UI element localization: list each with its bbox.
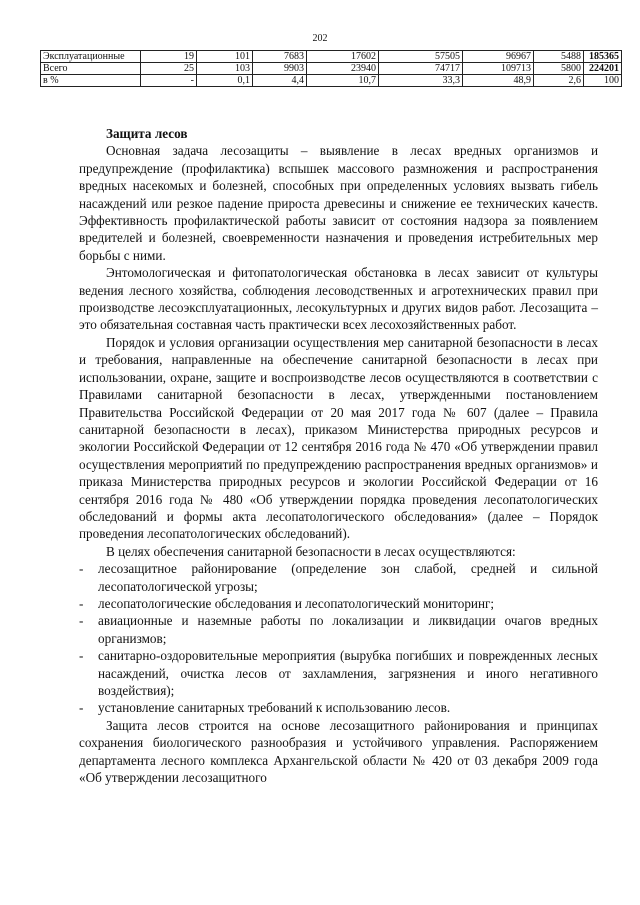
- summary-table: [40, 50, 622, 87]
- table-cell: 103: [197, 63, 253, 75]
- table-cell: 185365: [584, 51, 622, 63]
- row-label: в %: [41, 75, 141, 87]
- table-row: [41, 63, 622, 75]
- table-cell: 5488: [534, 51, 584, 63]
- document-body: [79, 125, 598, 786]
- table-cell: 48,9: [463, 75, 534, 87]
- table-cell: 57505: [379, 51, 463, 63]
- table-cell: 5800: [534, 63, 584, 75]
- list-item-text: авиационные и наземные работы по локализации и ликвидации очагов вредных организмов;: [98, 613, 598, 646]
- list-item: - установление санитарных требований к использованию лесов.: [79, 699, 598, 716]
- list-item-text: лесопатологические обследования и лесопатологический мониторинг;: [98, 595, 495, 611]
- paragraph: Основная задача лесозащиты – выявление в лесах вредных организмов и предупреждение (профилактика) вспышек массового размножения и распространения вредных насекомых и болезней, способных при определенных условиях вызвать гибель насаждений или резкое падение прироста древесины и снижение ее технических качеств. Эффективность профилактической работы зависит от состояния надзора за появлением вредителей и болезней, своевременности назначения и проведения истребительных мер борьбы с ними.: [79, 143, 598, 263]
- table-cell: 101: [197, 51, 253, 63]
- table-cell: 9903: [253, 63, 307, 75]
- list-item-text: установление санитарных требований к использованию лесов.: [98, 700, 451, 716]
- list-item-text: лесозащитное районирование (определение зон слабой, средней и сильной лесопатологической угрозы;: [98, 561, 598, 594]
- row-label: Всего: [41, 63, 141, 75]
- list-item: - санитарно-оздоровительные мероприятия (вырубка погибших и поврежденных лесных насаждений, очистка лесов от захламления, загрязнения и иного негативного воздействия);: [79, 648, 598, 698]
- list-item-text: санитарно-оздоровительные мероприятия (вырубка погибших и поврежденных лесных насаждений, очистка лесов от захламления, загрязнения и иного негативного воздействия);: [98, 648, 598, 698]
- paragraph: В целях обеспечения санитарной безопасности в лесах осуществляются:: [106, 543, 516, 559]
- page-number: 202: [312, 33, 328, 44]
- table-cell: 0,1: [197, 75, 253, 87]
- table-cell: 96967: [463, 51, 534, 63]
- table-cell: 19: [141, 51, 197, 63]
- list-item: - лесозащитное районирование (определение зон слабой, средней и сильной лесопатологической угрозы;: [79, 561, 598, 594]
- table-cell: 100: [584, 75, 622, 87]
- table-cell: 2,6: [534, 75, 584, 87]
- row-label: Эксплуатационные: [41, 51, 141, 63]
- paragraph: Порядок и условия организации осуществления мер санитарной безопасности в лесах и требования, направленные на обеспечение санитарной безопасности в лесах при использовании, охране, защите и воспроизводстве лесов осуществляются в соответствии с Правилами санитарной безопасности в лесах, утвержденными постановлением Правительства Российской Федерации от 20 мая 2017 года № 607 (далее – Правила санитарной безопасности в лесах), приказом Министерства природных ресурсов и экологии Российской Федерации от 12 сентября 2016 года № 470 «Об утверждении правил осуществления мероприятий по предупреждению распространения вредных организмов» и приказа Министерства природных ресурсов и экологии Российской Федерации от 16 сентября 2016 года № 480 «Об утверждении порядка проведения лесопатологических обследований и формы акта лесопатологического обследования» (далее – Порядок проведения лесопатологических обследований).: [79, 334, 598, 542]
- section-heading: Защита лесов: [106, 126, 188, 141]
- table-cell: 4,4: [253, 75, 307, 87]
- table-row: [41, 75, 622, 87]
- paragraph: Энтомологическая и фитопатологическая обстановка в лесах зависит от культуры ведения лесного хозяйства, соблюдения лесоводственных и агротехнических правил при производстве лесоэксплуатационных, лесокультурных и других видов работ. Лесозащита – это обязательная составная часть практически всех лесохозяйственных работ.: [79, 265, 598, 333]
- table-cell: 224201: [584, 63, 622, 75]
- table-cell: 74717: [379, 63, 463, 75]
- table-row: [41, 51, 622, 63]
- table-cell: 10,7: [307, 75, 379, 87]
- list-item: - лесопатологические обследования и лесопатологический мониторинг;: [79, 595, 598, 612]
- paragraph: Защита лесов строится на основе лесозащитного районирования и принципах сохранения биологического разнообразия и устойчивого управления. Распоряжением департамента лесного комплекса Архангельской области № 420 от 03 декабря 2009 года «Об утверждении лесозащитного: [79, 717, 598, 786]
- table-cell: 23940: [307, 63, 379, 75]
- table-cell: 25: [141, 63, 197, 75]
- table-cell: 109713: [463, 63, 534, 75]
- table-cell: 33,3: [379, 75, 463, 87]
- list-item: - авиационные и наземные работы по локализации и ликвидации очагов вредных организмов;: [79, 613, 598, 646]
- table-cell: 7683: [253, 51, 307, 63]
- table-cell: 17602: [307, 51, 379, 63]
- table-cell: -: [141, 75, 197, 87]
